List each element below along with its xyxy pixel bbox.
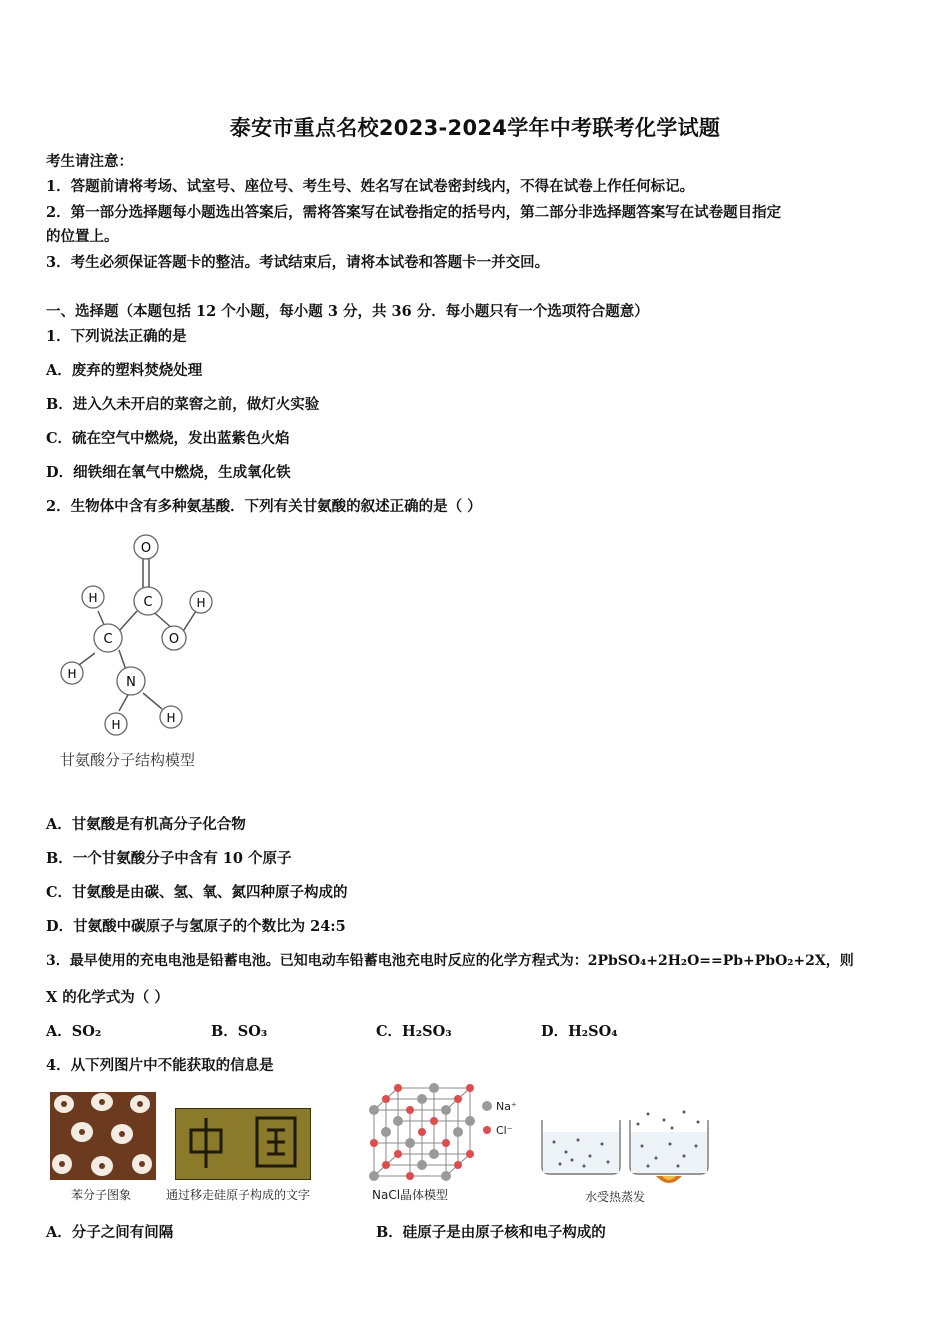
- atom-label: H: [67, 667, 77, 681]
- option: A．甘氨酸是有机高分子化合物: [46, 816, 246, 833]
- atom-label: H: [196, 596, 206, 610]
- legend-label: Na⁺: [496, 1100, 517, 1113]
- glycine-structure-figure: [50, 530, 230, 745]
- atom-label: H: [166, 711, 176, 725]
- option: C．H₂SO₃: [376, 1023, 452, 1040]
- option: D．甘氨酸中碳原子与氢原子的个数比为 24:5: [46, 918, 346, 935]
- option: D．H₂SO₄: [541, 1023, 618, 1040]
- atom-c-carboxyl: [134, 587, 162, 615]
- question-stem: 4．从下列图片中不能获取的信息是: [46, 1057, 274, 1074]
- option: B．一个甘氨酸分子中含有 10 个原子: [46, 850, 292, 867]
- option: C．甘氨酸是由碳、氢、氧、氮四种原子构成的: [46, 884, 348, 901]
- notice-heading: 考生请注意：: [46, 153, 133, 170]
- nacl-crystal-image: [362, 1080, 522, 1184]
- atom-label: H: [111, 718, 121, 732]
- atom-o-top: [134, 535, 158, 559]
- notice-item: 的位置上。: [46, 228, 119, 245]
- atom-n: [117, 667, 145, 695]
- option: C．硫在空气中燃烧，发出蓝紫色火焰: [46, 430, 290, 447]
- option: A．SO₂: [46, 1023, 102, 1040]
- image-caption: 水受热蒸发: [585, 1190, 646, 1204]
- page-title: 泰安市重点名校2023-2024学年中考联考化学试题: [229, 116, 721, 140]
- cl-legend-icon: [483, 1126, 491, 1134]
- section-heading: 一、选择题（本题包括 12 个小题，每小题 3 分，共 36 分．每小题只有一个选项符合题意）: [46, 303, 649, 320]
- figure-caption: 甘氨酸分子结构模型: [60, 751, 196, 769]
- question-stem: 1．下列说法正确的是: [46, 328, 187, 345]
- question-stem: X 的化学式为（ ）: [46, 989, 169, 1006]
- atom-label: H: [88, 591, 98, 605]
- option: B．SO₃: [211, 1023, 268, 1040]
- image-caption: NaCl晶体模型: [372, 1188, 449, 1202]
- image-caption: 苯分子图象: [71, 1188, 132, 1202]
- atom-h-amine-left: [105, 713, 127, 735]
- option: B．硅原子是由原子核和电子构成的: [376, 1224, 606, 1241]
- atom-c-alpha: [94, 624, 122, 652]
- notice-item: 3．考生必须保证答题卡的整洁。考试结束后，请将本试卷和答题卡一并交回。: [46, 254, 550, 271]
- atom-h-right: [190, 591, 212, 613]
- atom-label: O: [168, 632, 180, 647]
- atom-h-left: [82, 586, 104, 608]
- option: D．细铁细在氧气中燃烧，生成氧化铁: [46, 464, 291, 481]
- question-stem: 3．最早使用的充电电池是铅蓄电池。已知电动车铅蓄电池充电时反应的化学方程式为：2PbSO₄+2H₂O==Pb+PbO₂+2X，则: [46, 953, 854, 969]
- silicon-text-image: [175, 1108, 311, 1180]
- notice-item: 1．答题前请将考场、试室号、座位号、考生号、姓名写在试卷密封线内，不得在试卷上作任何标记。: [46, 178, 695, 195]
- atom-label: O: [140, 541, 152, 556]
- notice-item: 2．第一部分选择题每小题选出答案后，需将答案写在试卷指定的括号内，第二部分非选择题答案写在试卷题目指定: [46, 204, 782, 221]
- atom-h-amine-right: [160, 706, 182, 728]
- legend-label: Cl⁻: [496, 1124, 513, 1137]
- atom-label: C: [143, 595, 153, 610]
- atom-label: C: [103, 632, 113, 647]
- water-evaporation-image: [538, 1106, 714, 1186]
- option: B．进入久未开启的菜窖之前，做灯火实验: [46, 396, 320, 413]
- benzene-image: [50, 1092, 156, 1180]
- atom-h-alpha: [61, 662, 83, 684]
- atom-label: N: [126, 675, 136, 690]
- atom-o-hydroxyl: [162, 626, 186, 650]
- option: A．分子之间有间隔: [46, 1224, 174, 1241]
- question-stem: 2．生物体中含有多种氨基酸．下列有关甘氨酸的叙述正确的是（ ）: [46, 498, 482, 515]
- option: A．废弃的塑料焚烧处理: [46, 362, 203, 379]
- image-caption: 通过移走硅原子构成的文字: [166, 1188, 311, 1202]
- na-legend-icon: [482, 1101, 492, 1111]
